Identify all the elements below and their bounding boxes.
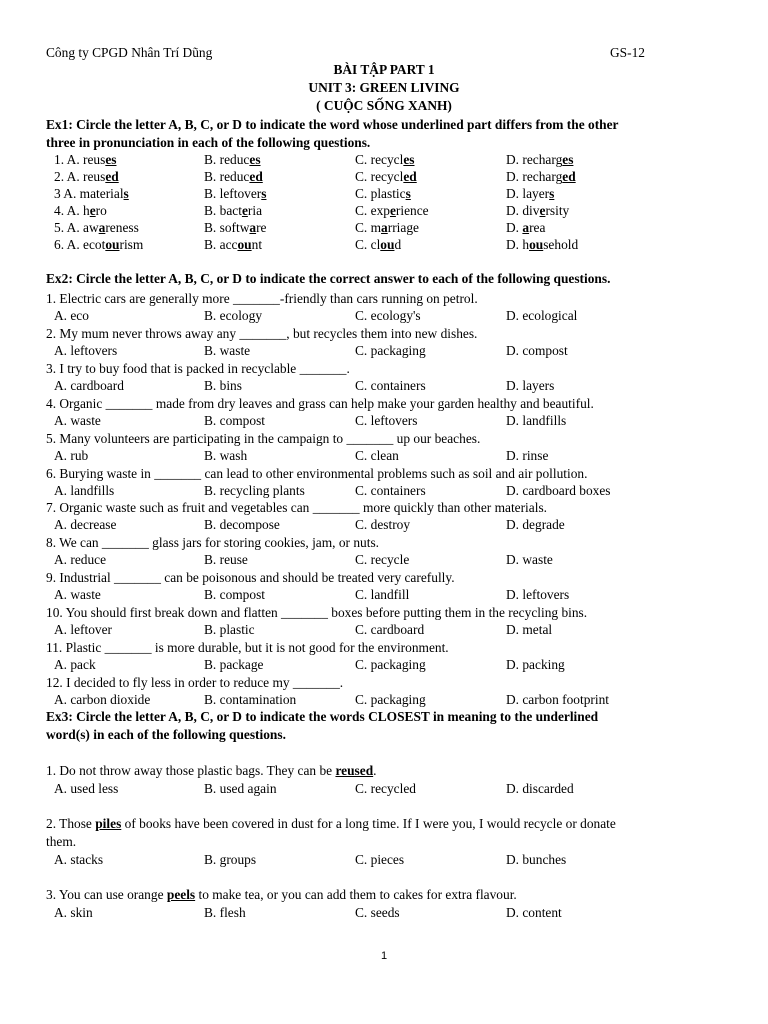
ex2-question-10: 10. You should first break down and flatten _______ boxes before putting them in the recycling bins. <box>46 605 588 621</box>
company-name: Công ty CPGD Nhân Trí Dũng <box>46 45 213 60</box>
underlined-part: e <box>389 203 396 218</box>
ex2-q6-option-c: C. containers <box>355 482 426 498</box>
ex2-q2-option-b: B. waste <box>204 342 251 358</box>
ex2-question-12: 12. I decided to fly less in order to reduce my _______. <box>46 674 344 690</box>
ex3-q2-option-d: D. bunches <box>506 852 567 867</box>
ex2-q10-option-c: C. cardboard <box>355 622 425 638</box>
ex2-question-7: 7. Organic waste such as fruit and vegetables can _______ more quickly than other materials. <box>46 500 548 516</box>
ex3-q1-option-c: C. recycled <box>355 781 416 796</box>
ex2-q11-option-b: B. package <box>204 657 264 672</box>
ex2-question-2: 2. My mum never throws away any _______, but recycles them into new dishes. <box>46 325 478 341</box>
ex2-q3-option-d: D. layers <box>506 377 555 393</box>
ex2-q7-option-a: A. decrease <box>54 517 117 533</box>
title-unit: UNIT 3: GREEN LIVING <box>308 80 460 95</box>
underlined-part: ed <box>105 169 119 184</box>
ex1-q1-option-a: 1. A. reuses <box>54 152 117 167</box>
ex2-q10-option-b: B. plastic <box>204 622 255 638</box>
ex2-q2-option-a: A. leftovers <box>54 342 118 358</box>
ex3-question-2-cont: them. <box>46 834 77 849</box>
ex1-instruction: Ex1: Circle the letter A, B, C, or D to indicate the word whose underlined part differs from the other <box>46 117 619 132</box>
ex1-q2-option-a: 2. A. reused <box>54 169 119 184</box>
ex1-q5-option-d: D. area <box>506 220 546 235</box>
ex1-q5-option-c: C. marriage <box>355 220 419 235</box>
ex2-q7-option-d: D. degrade <box>506 517 565 533</box>
underlined-part: es <box>105 152 117 167</box>
ex2-q5-option-a: A. rub <box>54 447 89 463</box>
ex1-q1-option-b: B. reduces <box>204 152 261 167</box>
ex2-question-5: 5. Many volunteers are participating in the campaign to _______ up our beaches. <box>46 430 481 446</box>
ex2-q9-option-a: A. waste <box>54 587 101 603</box>
ex2-q2-option-d: D. compost <box>506 342 568 358</box>
underlined-part: a <box>98 220 106 235</box>
ex3-q3-option-b: B. flesh <box>204 905 246 920</box>
underlined-part: ed <box>562 169 576 184</box>
ex2-q12-option-b: B. contamination <box>204 691 297 707</box>
ex3-instruction-cont: word(s) in each of the following questions. <box>46 727 286 742</box>
underlined-part: s <box>123 186 129 201</box>
ex2-q3-option-a: A. cardboard <box>54 377 124 393</box>
ex2-q1-option-c: C. ecology's <box>355 308 421 323</box>
ex3-q1-option-a: A. used less <box>54 781 119 796</box>
ex2-q12-option-d: D. carbon footprint <box>506 691 610 707</box>
ex2-q2-option-c: C. packaging <box>355 342 426 358</box>
ex1-q3-option-a: 3 A. materials <box>54 186 129 201</box>
ex1-q6-option-a: 6. A. ecotourism <box>54 237 144 252</box>
underlined-part: a <box>249 220 257 235</box>
underlined-keyword: piles <box>95 816 122 831</box>
ex3-q2-option-c: C. pieces <box>355 852 405 867</box>
ex2-q4-option-a: A. waste <box>54 412 101 428</box>
ex2-q6-option-a: A. landfills <box>54 482 115 498</box>
ex1-q2-option-c: C. recycled <box>355 169 417 184</box>
ex1-q5-option-a: 5. A. awareness <box>54 220 139 235</box>
ex2-question-3: 3. I try to buy food that is packed in recyclable _______. <box>46 360 350 376</box>
ex2-question-6: 6. Burying waste in _______ can lead to other environmental problems such as soil and air pollution. <box>46 465 588 481</box>
ex1-q3-option-b: B. leftovers <box>204 186 267 201</box>
page-number: 1 <box>380 950 388 962</box>
ex1-q2-option-b: B. reduced <box>204 169 263 184</box>
ex2-question-8: 8. We can _______ glass jars for storing cookies, jam, or nuts. <box>46 535 380 551</box>
ex3-question-1: 1. Do not throw away those plastic bags. They can be reused. <box>46 763 377 778</box>
ex3-instruction: Ex3: Circle the letter A, B, C, or D to indicate the words CLOSEST in meaning to the underlined <box>46 709 599 724</box>
ex2-question-9: 9. Industrial _______ can be poisonous and should be treated very carefully. <box>46 570 455 586</box>
ex2-q11-option-a: A. pack <box>54 657 96 672</box>
underlined-part: es <box>249 152 261 167</box>
ex3-q3-option-c: C. seeds <box>355 905 400 920</box>
underlined-part: e <box>89 203 96 218</box>
ex2-q4-option-c: C. leftovers <box>355 412 418 428</box>
ex1-q4-option-c: C. experience <box>355 203 429 218</box>
ex2-q8-option-a: A. reduce <box>54 552 107 568</box>
underlined-part: e <box>241 203 248 218</box>
ex2-q5-option-d: D. rinse <box>506 447 549 463</box>
ex2-q7-option-c: C. destroy <box>355 517 411 533</box>
ex2-q3-option-c: C. containers <box>355 377 426 393</box>
underlined-keyword: peels <box>166 887 196 902</box>
ex1-q6-option-c: C. cloud <box>355 237 402 252</box>
ex1-q2-option-d: D. recharged <box>506 169 576 184</box>
underlined-part: ou <box>105 237 120 252</box>
ex2-q8-option-c: C. recycle <box>355 552 410 568</box>
ex2-q9-option-b: B. compost <box>204 587 266 603</box>
underlined-part: s <box>261 186 267 201</box>
underlined-part: ou <box>380 237 395 252</box>
underlined-part: s <box>405 186 411 201</box>
underlined-part: a <box>381 220 388 235</box>
ex3-question-3: 3. You can use orange peels to make tea, or you can add them to cakes for extra flavour. <box>46 887 517 902</box>
underlined-part: e <box>539 203 546 218</box>
ex3-question-2: 2. Those piles of books have been covered in dust for a long time. If I were you, I would recycle or donate <box>46 816 616 831</box>
document-code: GS-12 <box>610 45 645 60</box>
ex1-q6-option-b: B. account <box>204 237 263 252</box>
ex2-question-4: 4. Organic _______ made from dry leaves and grass can help make your garden healthy and beautiful. <box>46 395 594 411</box>
ex2-q1-option-b: B. ecology <box>204 308 263 323</box>
ex1-instruction-cont: three in pronunciation in each of the following questions. <box>46 135 371 150</box>
ex3-q3-option-d: D. content <box>506 905 562 920</box>
ex2-q6-option-b: B. recycling plants <box>204 482 305 498</box>
underlined-part: ed <box>249 169 263 184</box>
ex2-q4-option-b: B. compost <box>204 412 266 428</box>
ex2-q4-option-d: D. landfills <box>506 412 567 428</box>
ex1-q5-option-b: B. software <box>204 220 267 235</box>
ex1-q3-option-d: D. layers <box>506 186 555 201</box>
ex1-q6-option-d: D. household <box>506 237 579 252</box>
underlined-part: es <box>562 152 574 167</box>
underlined-part: ou <box>529 237 544 252</box>
ex2-q12-option-a: A. carbon dioxide <box>54 691 151 707</box>
title-subtitle: ( CUỘC SỐNG XANH) <box>316 98 452 113</box>
ex2-question-1: 1. Electric cars are generally more _______-friendly than cars running on petrol. <box>46 291 478 306</box>
underlined-part: es <box>403 152 415 167</box>
ex3-q2-option-a: A. stacks <box>54 852 104 867</box>
ex2-instruction: Ex2: Circle the letter A, B, C, or D to indicate the correct answer to each of the following questions. <box>46 271 611 286</box>
ex2-q11-option-d: D. packing <box>506 657 565 672</box>
ex1-q3-option-c: C. plastics <box>355 186 411 201</box>
underlined-part: s <box>549 186 555 201</box>
underlined-part: ed <box>403 169 417 184</box>
ex2-q9-option-c: C. landfill <box>355 587 410 603</box>
ex2-q1-option-a: A. eco <box>54 308 89 323</box>
ex1-q1-option-d: D. recharges <box>506 152 574 167</box>
ex3-q1-option-d: D. discarded <box>506 781 574 796</box>
underlined-keyword: reused <box>335 763 374 778</box>
title-part: BÀI TẬP PART 1 <box>333 62 435 77</box>
ex1-q4-option-b: B. bacteria <box>204 203 263 218</box>
ex2-q6-option-d: D. cardboard boxes <box>506 482 611 498</box>
ex2-q1-option-d: D. ecological <box>506 308 578 323</box>
ex3-q2-option-b: B. groups <box>204 852 257 867</box>
ex2-q7-option-b: B. decompose <box>204 517 280 533</box>
underlined-part: a <box>522 220 530 235</box>
ex2-q5-option-b: B. wash <box>204 447 248 463</box>
ex2-q8-option-b: B. reuse <box>204 552 248 568</box>
ex1-q4-option-d: D. diversity <box>506 203 570 218</box>
ex3-q3-option-a: A. skin <box>54 905 93 920</box>
ex2-q10-option-d: D. metal <box>506 622 553 638</box>
ex2-q3-option-b: B. bins <box>204 377 242 393</box>
ex3-q1-option-b: B. used again <box>204 781 277 796</box>
underlined-part: ou <box>237 237 252 252</box>
ex2-q9-option-d: D. leftovers <box>506 587 570 603</box>
ex2-question-11: 11. Plastic _______ is more durable, but it is not good for the environment. <box>46 640 449 655</box>
ex2-q11-option-c: C. packaging <box>355 657 426 672</box>
ex2-q12-option-c: C. packaging <box>355 691 426 707</box>
ex1-q1-option-c: C. recycles <box>355 152 415 167</box>
ex1-q4-option-a: 4. A. hero <box>54 203 107 218</box>
ex2-q8-option-d: D. waste <box>506 552 553 568</box>
ex2-q10-option-a: A. leftover <box>54 622 113 638</box>
ex2-q5-option-c: C. clean <box>355 447 399 463</box>
